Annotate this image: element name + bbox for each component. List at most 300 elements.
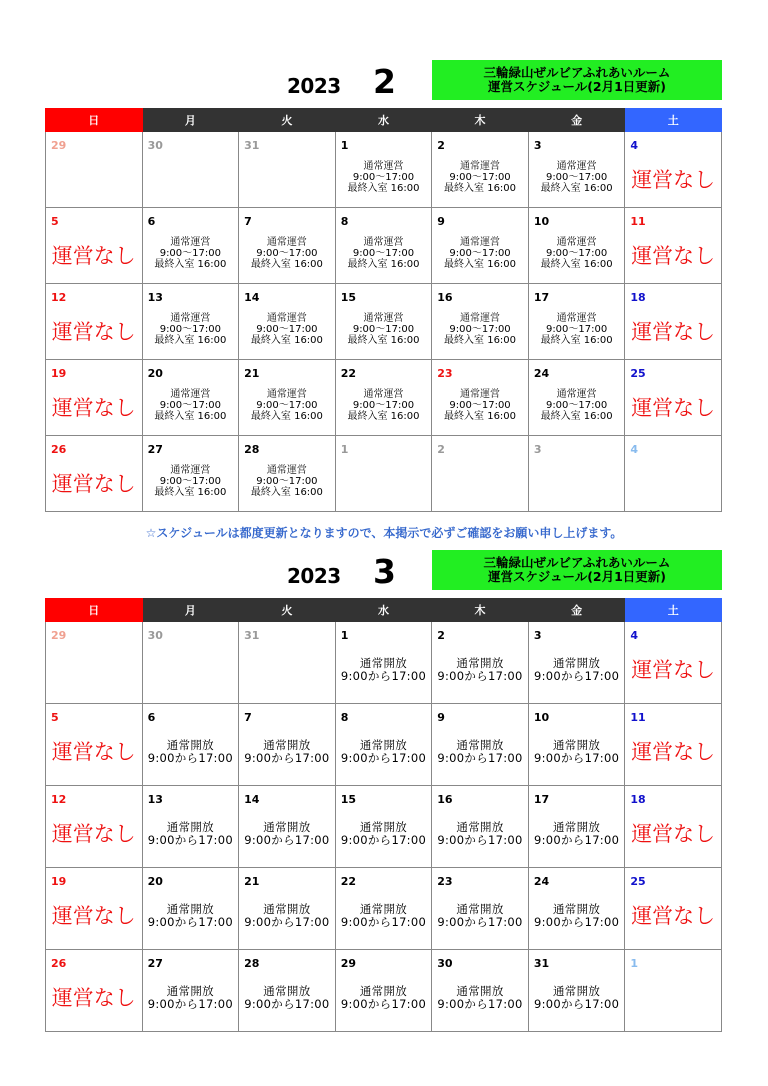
- open-hours: [529, 657, 625, 683]
- open-hours-line: 通常開放: [456, 820, 504, 834]
- open-hours-line: 9:00から17:00: [533, 915, 620, 929]
- open-hours-line: 最終入室 16:00: [154, 259, 227, 270]
- open-hours-line: 9:00から17:00: [244, 915, 330, 929]
- open-hours-line: 9:00から17:00: [437, 997, 523, 1011]
- day-number: 20: [147, 875, 163, 888]
- open-hours-line: 通常運営: [556, 389, 597, 400]
- open-hours: [143, 389, 239, 422]
- day-number: 9: [437, 711, 445, 724]
- month-label: 3: [373, 552, 396, 591]
- open-hours-line: 9:00～17:00: [256, 324, 318, 335]
- open-hours: [239, 739, 335, 765]
- open-hours: [432, 389, 528, 422]
- open-hours-line: 通常開放: [456, 738, 504, 752]
- day-cell: [528, 868, 625, 950]
- open-hours-line: 9:00から17:00: [147, 833, 233, 847]
- day-cell: [432, 950, 529, 1032]
- open-hours-line: 通常開放: [166, 902, 214, 916]
- day-number: 1: [340, 629, 349, 642]
- open-hours-line: 通常運営: [460, 389, 501, 400]
- day-number: 16: [437, 793, 453, 806]
- day-number: 7: [244, 215, 252, 228]
- open-hours-line: 通常運営: [460, 161, 501, 172]
- day-cell: [142, 704, 239, 786]
- open-hours-line: 最終入室 16:00: [540, 183, 613, 194]
- day-number: 30: [147, 139, 163, 152]
- open-hours: [336, 821, 432, 847]
- day-cell: [528, 704, 625, 786]
- open-hours-line: 通常運営: [460, 313, 501, 324]
- open-hours: [432, 313, 528, 346]
- day-cell: [625, 868, 722, 950]
- day-number: 29: [51, 139, 67, 152]
- open-hours-line: 通常開放: [552, 656, 601, 670]
- open-hours-line: 通常開放: [263, 984, 311, 998]
- day-cell: [46, 868, 143, 950]
- open-hours-line: 通常開放: [359, 820, 408, 834]
- day-cell: [432, 622, 529, 704]
- open-hours-line: 9:00から17:00: [340, 833, 427, 847]
- day-cell: [239, 950, 336, 1032]
- open-hours: [239, 389, 335, 422]
- day-cell: [625, 208, 722, 284]
- open-hours-line: 通常開放: [456, 902, 504, 916]
- open-hours: [432, 161, 528, 194]
- day-cell: [432, 786, 529, 868]
- day-number: 16: [437, 291, 453, 304]
- open-hours-line: 9:00から17:00: [340, 997, 427, 1011]
- open-hours-line: 最終入室 16:00: [347, 335, 420, 346]
- day-number: 2: [437, 443, 445, 456]
- closed-label: 運営なし: [51, 320, 136, 344]
- day-number: 13: [147, 291, 163, 304]
- day-number: 19: [51, 367, 67, 380]
- open-hours: [336, 237, 432, 270]
- day-cell: [335, 132, 432, 208]
- day-cell: [335, 786, 432, 868]
- open-hours-line: 通常開放: [359, 656, 408, 670]
- day-cell: [239, 786, 336, 868]
- open-hours-line: 通常開放: [552, 984, 601, 998]
- open-hours-line: 9:00～17:00: [159, 476, 221, 487]
- day-cell: [335, 704, 432, 786]
- closed-label: 運営なし: [631, 320, 716, 344]
- day-number: 23: [437, 875, 453, 888]
- day-number: 31: [533, 957, 550, 970]
- day-cell: [432, 704, 529, 786]
- week-row: [46, 284, 722, 360]
- day-number: 25: [630, 367, 646, 380]
- open-hours-line: 9:00～17:00: [449, 248, 511, 259]
- closed-label: 運営なし: [631, 822, 716, 846]
- open-hours-line: 9:00から17:00: [340, 669, 427, 683]
- open-hours-line: 通常運営: [266, 237, 307, 248]
- day-cell: [528, 950, 625, 1032]
- day-cell: [625, 622, 722, 704]
- day-number: 7: [244, 711, 252, 724]
- day-cell: [335, 284, 432, 360]
- year-label: 2023: [287, 74, 341, 98]
- open-hours-line: 最終入室 16:00: [250, 335, 323, 346]
- weekday-header: 日: [46, 599, 143, 622]
- calendar-grid: [45, 108, 722, 512]
- open-hours-line: 通常運営: [363, 313, 404, 324]
- day-number: 28: [244, 957, 260, 970]
- open-hours: [143, 903, 239, 929]
- day-number: 8: [340, 711, 349, 724]
- day-number: 3: [533, 139, 542, 152]
- open-hours: [143, 985, 239, 1011]
- open-hours-line: 9:00～17:00: [159, 324, 221, 335]
- day-cell: [46, 704, 143, 786]
- open-hours-line: 通常開放: [166, 984, 214, 998]
- closed-label: 運営なし: [631, 396, 716, 420]
- day-cell: [625, 132, 722, 208]
- weekday-header: 火: [239, 109, 336, 132]
- open-hours: [529, 161, 625, 194]
- day-number: 3: [533, 443, 542, 456]
- closed-label: 運営なし: [51, 396, 136, 420]
- day-cell: [46, 786, 143, 868]
- open-hours: [143, 739, 239, 765]
- open-hours-line: 通常開放: [552, 902, 601, 916]
- open-hours: [336, 161, 432, 194]
- day-number: 10: [533, 711, 550, 724]
- open-hours-line: 9:00から17:00: [437, 915, 523, 929]
- week-row: [46, 868, 722, 950]
- open-hours-line: 9:00～17:00: [545, 324, 608, 335]
- open-hours-line: 通常開放: [263, 820, 311, 834]
- day-number: 6: [147, 711, 156, 724]
- day-number: 17: [533, 793, 550, 806]
- closed-label: 運営なし: [631, 658, 716, 682]
- day-cell: [142, 786, 239, 868]
- day-cell: [528, 786, 625, 868]
- open-hours: [143, 821, 239, 847]
- day-cell: [335, 436, 432, 512]
- open-hours-line: 9:00から17:00: [147, 915, 233, 929]
- day-number: 22: [340, 367, 356, 380]
- open-hours: [529, 985, 625, 1011]
- open-hours-line: 通常開放: [552, 820, 601, 834]
- day-number: 25: [630, 875, 646, 888]
- day-number: 3: [533, 629, 542, 642]
- day-cell: [239, 208, 336, 284]
- day-number: 26: [51, 957, 67, 970]
- open-hours: [239, 821, 335, 847]
- open-hours-line: 9:00から17:00: [533, 751, 620, 765]
- weekday-header: 金: [528, 599, 625, 622]
- open-hours-line: 通常開放: [359, 738, 408, 752]
- day-cell: [432, 436, 529, 512]
- open-hours-line: 最終入室 16:00: [444, 183, 517, 194]
- open-hours: [239, 313, 335, 346]
- open-hours-line: 最終入室 16:00: [154, 335, 227, 346]
- open-hours-line: 9:00から17:00: [437, 751, 523, 765]
- open-hours-line: 9:00から17:00: [533, 669, 620, 683]
- weekday-header: 火: [239, 599, 336, 622]
- open-hours-line: 通常運営: [363, 237, 404, 248]
- open-hours-line: 通常運営: [266, 389, 307, 400]
- open-hours: [239, 237, 335, 270]
- day-cell: [46, 622, 143, 704]
- open-hours: [432, 739, 528, 765]
- day-number: 12: [51, 291, 67, 304]
- open-hours-line: 9:00～17:00: [545, 400, 608, 411]
- week-row: [46, 436, 722, 512]
- day-number: 18: [630, 793, 646, 806]
- day-cell: [528, 360, 625, 436]
- open-hours-line: 9:00から17:00: [340, 751, 427, 765]
- day-number: 10: [533, 215, 550, 228]
- calendar-header: [0, 545, 768, 598]
- weekday-header: 木: [432, 599, 529, 622]
- day-number: 18: [630, 291, 646, 304]
- open-hours-line: 最終入室 16:00: [154, 487, 227, 498]
- closed-label: 運営なし: [51, 244, 136, 268]
- day-number: 26: [51, 443, 67, 456]
- day-number: 6: [147, 215, 156, 228]
- open-hours-line: 通常運営: [363, 161, 404, 172]
- day-number: 31: [244, 139, 260, 152]
- open-hours: [143, 313, 239, 346]
- banner-subtitle: 運営スケジュール(2月1日更新): [487, 569, 667, 584]
- day-cell: [528, 208, 625, 284]
- day-cell: [528, 622, 625, 704]
- day-cell: [432, 360, 529, 436]
- open-hours-line: 9:00～17:00: [545, 248, 608, 259]
- day-number: 17: [533, 291, 550, 304]
- day-cell: [142, 868, 239, 950]
- week-row: [46, 132, 722, 208]
- day-cell: [335, 208, 432, 284]
- day-cell: [239, 132, 336, 208]
- day-cell: [46, 284, 143, 360]
- day-number: 9: [437, 215, 445, 228]
- open-hours-line: 通常運営: [556, 237, 597, 248]
- weekday-header: 日: [46, 109, 143, 132]
- open-hours-line: 通常開放: [263, 738, 311, 752]
- open-hours-line: 通常運営: [266, 313, 307, 324]
- open-hours: [336, 985, 432, 1011]
- day-cell: [432, 208, 529, 284]
- march-calendar: [0, 545, 768, 1011]
- open-hours-line: 通常運営: [556, 161, 597, 172]
- open-hours: [143, 237, 239, 270]
- open-hours-line: 9:00～17:00: [449, 172, 511, 183]
- open-hours: [529, 821, 625, 847]
- open-hours-line: 9:00～17:00: [159, 248, 221, 259]
- schedule-notice: ☆スケジュールは都度更新となりますので、本掲示で必ずご確認をお願い申し上げます。: [145, 526, 623, 540]
- open-hours-line: 9:00から17:00: [533, 833, 620, 847]
- open-hours-line: 通常開放: [456, 656, 504, 670]
- day-cell: [625, 950, 722, 1032]
- day-number: 23: [437, 367, 453, 380]
- day-number: 4: [630, 139, 639, 152]
- day-cell: [335, 360, 432, 436]
- day-cell: [625, 436, 722, 512]
- title-banner: [432, 60, 722, 100]
- february-calendar: [0, 55, 768, 498]
- day-cell: [625, 360, 722, 436]
- day-cell: [142, 284, 239, 360]
- open-hours-line: 最終入室 16:00: [250, 411, 323, 422]
- open-hours-line: 通常運営: [170, 313, 211, 324]
- day-cell: [625, 704, 722, 786]
- calendar-header: [0, 55, 768, 108]
- day-cell: [142, 950, 239, 1032]
- day-cell: [239, 284, 336, 360]
- month-label: 2: [373, 62, 396, 101]
- day-number: 12: [51, 793, 67, 806]
- week-row: [46, 786, 722, 868]
- day-number: 21: [244, 875, 260, 888]
- closed-label: 運営なし: [51, 822, 136, 846]
- open-hours-line: 9:00から17:00: [244, 833, 330, 847]
- open-hours-line: 9:00から17:00: [437, 669, 523, 683]
- day-number: 1: [340, 443, 349, 456]
- weekday-header: 土: [625, 109, 722, 132]
- day-number: 11: [630, 711, 646, 724]
- year-label: 2023: [287, 564, 341, 588]
- open-hours-line: 9:00から17:00: [244, 751, 330, 765]
- open-hours-line: 最終入室 16:00: [347, 411, 420, 422]
- banner-title: 三輪緑山ぜルビアふれあいルーム: [483, 65, 671, 80]
- open-hours-line: 9:00～17:00: [352, 248, 415, 259]
- open-hours-line: 9:00～17:00: [159, 400, 221, 411]
- closed-label: 運営なし: [631, 168, 716, 192]
- week-row: [46, 208, 722, 284]
- open-hours-line: 通常開放: [456, 984, 504, 998]
- open-hours-line: 通常運営: [170, 237, 211, 248]
- open-hours: [529, 903, 625, 929]
- open-hours-line: 通常開放: [166, 738, 214, 752]
- day-cell: [528, 436, 625, 512]
- day-cell: [528, 284, 625, 360]
- open-hours-line: 通常開放: [263, 902, 311, 916]
- open-hours-line: 通常開放: [166, 820, 214, 834]
- open-hours-line: 9:00～17:00: [352, 400, 415, 411]
- week-row: [46, 704, 722, 786]
- open-hours: [529, 313, 625, 346]
- open-hours-line: 通常運営: [460, 237, 501, 248]
- day-number: 1: [630, 957, 639, 970]
- open-hours: [239, 985, 335, 1011]
- open-hours-line: 9:00から17:00: [340, 915, 427, 929]
- day-number: 1: [340, 139, 349, 152]
- closed-label: 運営なし: [631, 244, 716, 268]
- day-number: 5: [51, 711, 59, 724]
- open-hours: [529, 389, 625, 422]
- open-hours-line: 9:00～17:00: [545, 172, 608, 183]
- day-number: 14: [244, 793, 260, 806]
- open-hours-line: 通常開放: [359, 984, 408, 998]
- open-hours-line: 通常運営: [363, 389, 404, 400]
- day-cell: [239, 622, 336, 704]
- open-hours-line: 通常運営: [556, 313, 597, 324]
- day-number: 30: [437, 957, 453, 970]
- open-hours: [432, 821, 528, 847]
- day-cell: [46, 436, 143, 512]
- open-hours-line: 9:00～17:00: [352, 324, 415, 335]
- day-cell: [239, 704, 336, 786]
- banner-subtitle: 運営スケジュール(2月1日更新): [487, 79, 667, 94]
- closed-label: 運営なし: [51, 904, 136, 928]
- closed-label: 運営なし: [51, 472, 136, 496]
- open-hours: [529, 237, 625, 270]
- closed-label: 運営なし: [631, 904, 716, 928]
- open-hours-line: 最終入室 16:00: [250, 259, 323, 270]
- weekday-header: 木: [432, 109, 529, 132]
- day-number: 28: [244, 443, 260, 456]
- week-row: [46, 622, 722, 704]
- open-hours-line: 通常開放: [359, 902, 408, 916]
- open-hours-line: 通常運営: [266, 465, 307, 476]
- day-number: 27: [147, 443, 163, 456]
- day-number: 13: [147, 793, 163, 806]
- open-hours-line: 最終入室 16:00: [540, 335, 613, 346]
- day-cell: [46, 132, 143, 208]
- open-hours: [336, 903, 432, 929]
- title-banner: [432, 550, 722, 590]
- open-hours: [143, 465, 239, 498]
- weekday-header: 土: [625, 599, 722, 622]
- day-cell: [142, 132, 239, 208]
- day-number: 2: [437, 139, 445, 152]
- weekday-header-row: [46, 599, 722, 622]
- open-hours-line: 9:00～17:00: [352, 172, 415, 183]
- open-hours-line: 最終入室 16:00: [444, 411, 517, 422]
- day-number: 8: [340, 215, 349, 228]
- open-hours-line: 9:00～17:00: [256, 400, 318, 411]
- open-hours-line: 9:00から17:00: [147, 751, 233, 765]
- day-cell: [46, 950, 143, 1032]
- open-hours-line: 9:00から17:00: [437, 833, 523, 847]
- weekday-header-row: [46, 109, 722, 132]
- weekday-header: 月: [142, 599, 239, 622]
- weekday-header: 水: [335, 109, 432, 132]
- open-hours: [432, 985, 528, 1011]
- open-hours-line: 9:00～17:00: [256, 248, 318, 259]
- day-number: 15: [340, 291, 356, 304]
- open-hours-line: 最終入室 16:00: [347, 183, 420, 194]
- day-number: 24: [533, 367, 550, 380]
- open-hours: [336, 313, 432, 346]
- day-number: 4: [630, 629, 639, 642]
- open-hours-line: 9:00～17:00: [256, 476, 318, 487]
- open-hours-line: 9:00から17:00: [147, 997, 233, 1011]
- day-cell: [239, 360, 336, 436]
- open-hours: [529, 739, 625, 765]
- open-hours: [239, 465, 335, 498]
- day-cell: [239, 436, 336, 512]
- day-cell: [335, 868, 432, 950]
- day-number: 15: [340, 793, 356, 806]
- closed-label: 運営なし: [51, 740, 136, 764]
- day-cell: [432, 284, 529, 360]
- open-hours: [432, 903, 528, 929]
- open-hours-line: 9:00から17:00: [244, 997, 330, 1011]
- banner-title: 三輪緑山ぜルビアふれあいルーム: [483, 555, 671, 570]
- day-number: 5: [51, 215, 59, 228]
- week-row: [46, 360, 722, 436]
- open-hours-line: 最終入室 16:00: [444, 335, 517, 346]
- open-hours-line: 最終入室 16:00: [540, 259, 613, 270]
- open-hours-line: 9:00～17:00: [449, 324, 511, 335]
- day-number: 29: [340, 957, 356, 970]
- weekday-header: 金: [528, 109, 625, 132]
- open-hours: [336, 657, 432, 683]
